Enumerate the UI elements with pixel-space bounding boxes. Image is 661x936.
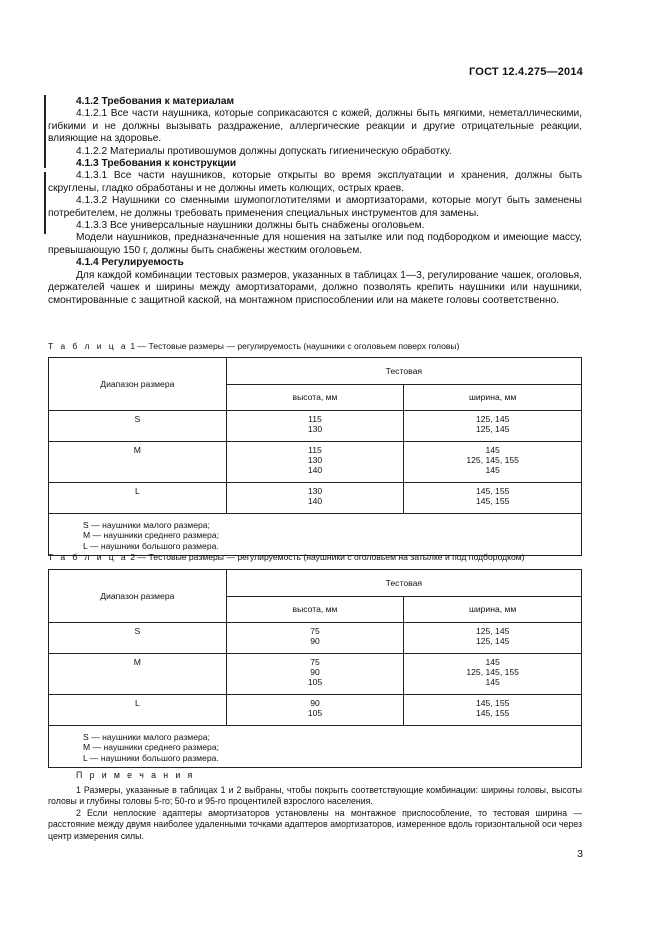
height-cell <box>226 411 404 442</box>
table-caption-text: 2 — Тестовые размеры — регулируемость (наушники с оголовьем на затылке и под подбородком) <box>128 552 525 562</box>
value: 145, 155 <box>475 708 510 718</box>
value: 140 <box>307 496 323 506</box>
header-width: ширина, мм <box>404 596 582 623</box>
value: 105 <box>307 708 323 718</box>
paragraph: 4.1.3.1 Все части наушников, которые открыты во время эксплуатации и хранения, должны быть скруглены, гладко обработаны и не должны иметь колющих, острых краев. <box>48 170 582 194</box>
paragraph: Модели наушников, предназначенные для ношения на затылке или под подбородком и имеющие массу, превышающую 150 г, должны быть снабжены жестким оголовьем. <box>48 232 582 256</box>
section-heading: 4.1.3 Требования к конструкции <box>76 158 237 170</box>
value: 75 <box>310 626 320 636</box>
height-cell <box>226 654 404 695</box>
table-row <box>49 442 582 483</box>
section-heading: 4.1.4 Регулируемость <box>76 257 184 269</box>
size-cell: L <box>49 483 227 514</box>
value: 105 <box>307 677 323 687</box>
header-test: Тестовая <box>226 570 581 597</box>
height-cell <box>226 695 404 726</box>
value: 125, 145, 155 <box>466 455 519 465</box>
paragraph: 4.1.2.2 Материалы противошумов должны допускать гигиеническую обработку. <box>76 145 452 157</box>
note-item: 2 Если неплоские адаптеры амортизаторов установлены на монтажное приспособление, то тестовая ширина — расстояние между двумя наиболее удаленными точками адаптеров амортизаторов, измеренное вдоль горизонтальной оси через центр измерения силы. <box>48 807 582 841</box>
value: 130 <box>307 455 323 465</box>
change-bar <box>44 172 46 234</box>
table-caption-text: 1 — Тестовые размеры — регулируемость (наушники с оголовьем поверх головы) <box>128 341 460 351</box>
value: 75 <box>310 657 320 667</box>
legend-item: L — наушники большого размера. <box>83 752 219 763</box>
note-item: 1 Размеры, указанные в таблицах 1 и 2 выбраны, чтобы покрыть соответствующие комбинации: ширины головы, высоты головы и глубины головы 5-го; 50-го и 95-го процентилей взрослого населения. <box>48 784 582 807</box>
value: 90 <box>310 667 320 677</box>
change-bar <box>44 95 46 168</box>
legend-item: М — наушники среднего размера; <box>83 530 219 541</box>
size-cell: L <box>49 695 227 726</box>
table-2-caption <box>48 552 525 562</box>
size-cell: S <box>49 623 227 654</box>
value: 115 <box>308 414 322 424</box>
legend-item: S — наушники малого размера; <box>83 732 210 742</box>
paragraph: 4.1.3.2 Наушники со сменными шумопоглотителями и амортизаторами, которые могут быть заменены потребителем, не должны требовать применения специальных инструментов для замены. <box>48 195 582 219</box>
size-cell: M <box>49 654 227 695</box>
value: 125, 145, 155 <box>466 667 519 677</box>
body-text <box>48 96 582 307</box>
table-legend <box>49 726 582 768</box>
paragraph: Для каждой комбинации тестовых размеров, указанных в таблицах 1—3, регулирование чашек, оголовья, держателей чашек и ширины между амортизаторами, должно позволять крепить наушники или наушники, смонтированные с защитной каской, на монтажном приспособлении или на макете головы соответственно. <box>48 269 582 306</box>
value: 145, 155 <box>475 486 510 496</box>
document-id: ГОСТ 12.4.275—2014 <box>469 66 583 78</box>
value: 125, 145 <box>475 414 510 424</box>
table-row <box>49 654 582 695</box>
value: 145 <box>485 677 500 687</box>
header-height: высота, мм <box>226 596 404 623</box>
value: 125, 145 <box>475 636 510 646</box>
table-caption-prefix: Т а б л и ц а <box>48 341 128 351</box>
legend-item: М — наушники среднего размера; <box>83 742 219 753</box>
table-caption-prefix: Т а б л и ц а <box>48 552 128 562</box>
table-legend <box>49 514 582 556</box>
table-2 <box>48 569 582 768</box>
value: 90 <box>310 698 320 708</box>
value: 145 <box>485 465 500 475</box>
value: 145 <box>485 445 500 455</box>
width-cell <box>404 483 582 514</box>
width-cell <box>404 654 582 695</box>
width-cell <box>404 623 582 654</box>
height-cell <box>226 442 404 483</box>
header-height: высота, мм <box>226 384 404 411</box>
table-row <box>49 411 582 442</box>
table-1 <box>48 357 582 556</box>
value: 145 <box>485 657 500 667</box>
value: 130 <box>307 486 323 496</box>
value: 125, 145 <box>475 424 510 434</box>
value: 140 <box>307 465 323 475</box>
section-heading: 4.1.2 Требования к материалам <box>76 96 235 107</box>
height-cell <box>226 483 404 514</box>
notes <box>48 770 582 843</box>
size-cell: S <box>49 411 227 442</box>
notes-heading: П р и м е ч а н и я <box>76 770 195 780</box>
legend-item: L — наушники большого размера. <box>83 540 219 551</box>
value: 145, 155 <box>475 698 510 708</box>
paragraph: 4.1.3.3 Все универсальные наушники должны быть снабжены оголовьем. <box>76 220 425 232</box>
size-cell: M <box>49 442 227 483</box>
table-row <box>49 483 582 514</box>
value: 125, 145 <box>475 626 510 636</box>
value: 145, 155 <box>475 496 510 506</box>
value: 115 <box>308 445 322 455</box>
page-number: 3 <box>577 848 583 860</box>
width-cell <box>404 442 582 483</box>
paragraph: 4.1.2.1 Все части наушника, которые соприкасаются с кожей, должны быть мягкими, неметаллическими, гибкими и не должны вызывать раздражение, аллергические реакции и другие отрицательные реакции, влияющие на здоровье. <box>48 108 582 145</box>
value: 130 <box>307 424 323 434</box>
width-cell <box>404 695 582 726</box>
header-size-range: Диапазон размера <box>49 570 227 623</box>
header-width: ширина, мм <box>404 384 582 411</box>
width-cell <box>404 411 582 442</box>
height-cell <box>226 623 404 654</box>
table-1-caption <box>48 341 459 351</box>
table-row <box>49 695 582 726</box>
header-test: Тестовая <box>226 358 581 385</box>
legend-item: S — наушники малого размера; <box>83 520 210 530</box>
value: 90 <box>310 636 320 646</box>
header-size-range: Диапазон размера <box>49 358 227 411</box>
table-row <box>49 623 582 654</box>
